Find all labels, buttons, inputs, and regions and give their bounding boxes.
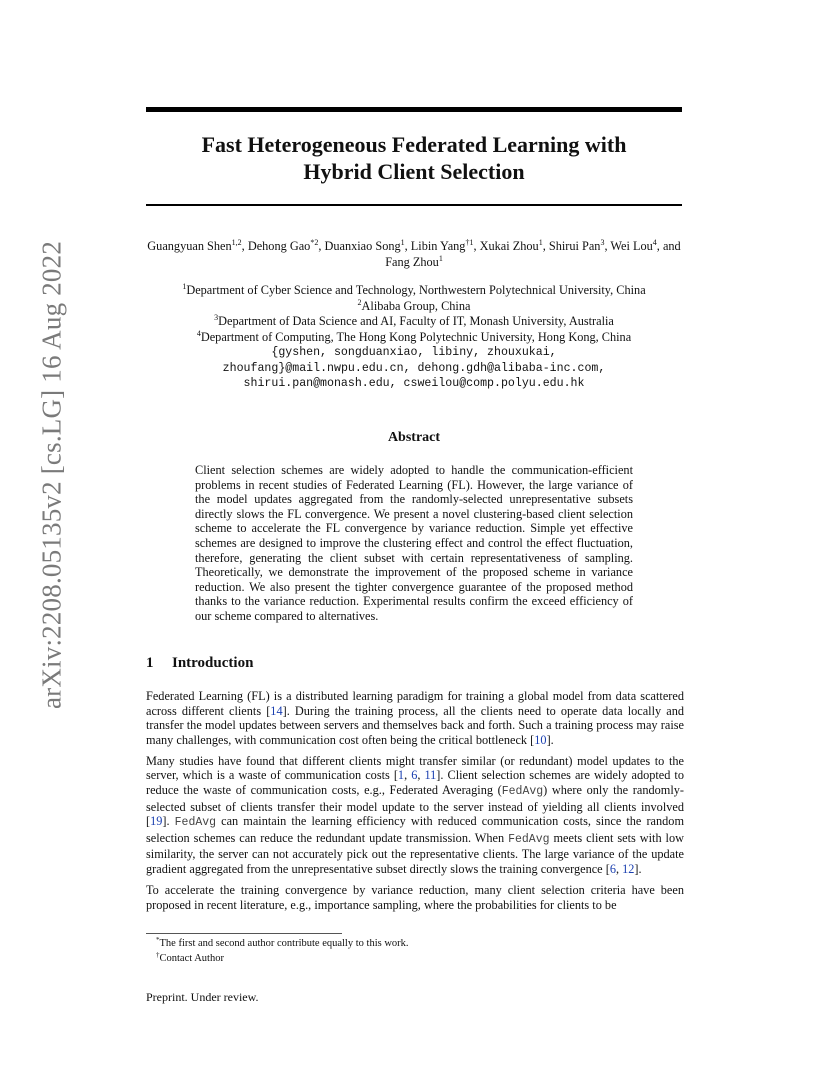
code-term: FedAvg [174,816,217,830]
section-number: 1 [146,655,154,671]
paragraph-text: ]. [634,862,642,877]
body-text [146,689,684,919]
author-name: Guangyuan Shen [147,239,232,253]
paragraph-text: can maintain the learning efficiency with reduced communication costs, since the random selection schemes can reduce the redundant update transmission. When [146,814,685,845]
affiliation-line [146,330,682,346]
paragraph-text: Federated Learning (FL) is a distributed learning paradigm for training a global model from data scattered across different clients [ [146,689,684,718]
author-separator: , [404,239,411,253]
section-heading [146,655,253,672]
citation-link[interactable]: 6 [609,862,616,877]
code-term: FedAvg [501,785,544,799]
title-top-rule [146,107,682,112]
author-separator: , [604,239,611,253]
paragraph-text: ) where only the randomly-selected subset of clients transfer their model update to the server instead of yielding all clients involved [ [146,783,684,829]
author-name: Dehong Gao [247,239,311,253]
footnote-mark: † [156,951,160,959]
paragraph-text: ]. During the training process, all the clients need to operate data locally and transfer the model updates between servers and themselves back and forth. Such a training process may raise many challenges, with communication cost often being the critical bottleneck [ [146,703,684,747]
body-paragraph [146,754,684,877]
paragraph-text: , [404,768,412,783]
author-separator: , [542,239,549,253]
email-line: shirui.pan@monash.edu, csweilou@comp.polyu.edu.hk [243,377,585,390]
author-name: Xukai Zhou [479,239,539,253]
author-name: Libin Yang [410,239,466,253]
author-list [146,238,682,270]
footnote-text: The first and second author contribute equally to this work. [159,938,409,949]
author-mark: 1 [438,254,443,263]
affiliation-line [146,299,682,315]
author-name: Wei Lou [610,239,653,253]
arxiv-identifier: arXiv:2208.05135v2 [cs.LG] 16 Aug 2022 [36,240,67,710]
paragraph-text: ]. [162,814,175,829]
abstract-text: Client selection schemes are widely adopted to handle the communication-efficient problems in recent studies of Federated Learning (FL). However, the large variance of the model updates aggregated from the randomly-selected unrepresentative subsets directly slows the FL convergence. We present a novel clustering-based client selection scheme to accelerate the FL convergence by variance reduction. Simple yet effective schemes are designed to improve the clustering effect and control the effect fluctuation, therefore, generating the client subset with certain representativeness of sampling. Theoretically, we demonstrate the improvement of the proposed scheme in variance reduction. We also present the tighter convergence guarantee of the proposed method thanks to the variance reduction. Experimental results confirm the exceed efficiency of our scheme compared to alternatives. [195,463,633,623]
title-line-1: Fast Heterogeneous Federated Learning with [201,132,627,157]
code-term: FedAvg [508,832,550,846]
citation-link[interactable]: 1 [397,768,405,783]
footnote-rule [146,933,342,934]
paragraph-text: ]. [546,732,554,747]
author-name: Fang Zhou [385,255,439,269]
affiliation-line [146,314,682,330]
author-separator: , and [656,239,681,253]
affiliation-text: Department of Cyber Science and Technology, Northwestern Polytechnical University, China [186,283,646,297]
paragraph-text: To accelerate the training convergence by variance reduction, many client selection criteria have been proposed in recent literature, e.g., importance sampling, where the probabilities for clients to be [146,883,684,912]
citation-link[interactable]: 19 [150,814,163,829]
paragraph-text: ]. Client selection schemes are widely adopted to reduce the waste of communication costs, e.g., Federated Averaging ( [146,768,684,798]
citation-link[interactable]: 10 [534,732,547,747]
email-line: {gyshen, songduanxiao, libiny, zhouxukai, [271,346,557,359]
abstract-heading: Abstract [387,430,441,445]
footnote [156,936,409,951]
footnote-mark: * [156,936,160,944]
affiliation-block [146,283,682,392]
citation-link[interactable]: 14 [270,703,283,718]
affiliation-text: Alibaba Group, China [361,298,471,313]
paragraph-text: meets client sets with low similarity, the server can not accurately pick out the representative clients. The large variance of the update gradient aggregated from the unrepresentative subset directly slows the training convergence [ [146,830,685,877]
author-separator: , [241,239,248,253]
preprint-note: Preprint. Under review. [146,990,259,1004]
author-mark: 1,2 [231,238,242,247]
author-separator: , [473,239,480,253]
citation-link[interactable]: 12 [622,862,635,877]
affiliation-text: Department of Computing, The Hong Kong Polytechnic University, Hong Kong, China [200,329,632,344]
affiliation-mark: 1 [182,282,187,291]
title-line-2: Hybrid Client Selection [303,159,525,184]
affiliation-line [146,283,682,299]
paper-title [146,131,682,185]
email-line: zhoufang}@mail.nwpu.edu.cn, dehong.gdh@alibaba-inc.com, [222,361,606,375]
title-bottom-rule [146,204,682,206]
author-separator: , [318,239,325,253]
footnote-text: Contact Author [159,953,224,964]
paragraph-text: , [615,862,623,877]
author-name: Duanxiao Song [324,239,401,253]
author-mark: †1 [465,238,474,247]
paragraph-text: Many studies have found that different clients might transfer similar (or redundant) model updates to the server, which is a waste of communication costs [ [146,753,684,783]
affiliation-mark: 2 [357,297,362,307]
author-mark: 3 [600,238,605,247]
affiliation-text: Department of Data Science and AI, Faculty of IT, Monash University, Australia [218,314,614,328]
author-mark: 1 [400,238,405,247]
author-mark: 1 [538,238,543,247]
author-name: Shirui Pan [548,239,601,253]
affiliation-mark: 4 [196,328,201,338]
section-title: Introduction [172,655,254,671]
author-mark: 4 [652,238,657,247]
footnote [156,951,409,966]
citation-link[interactable]: 11 [424,768,437,783]
affiliation-mark: 3 [214,313,219,322]
body-paragraph [146,689,684,747]
paragraph-text: , [417,768,425,783]
author-mark: *2 [310,238,319,247]
body-paragraph [146,883,684,912]
citation-link[interactable]: 6 [411,768,418,783]
footnotes [156,936,409,966]
